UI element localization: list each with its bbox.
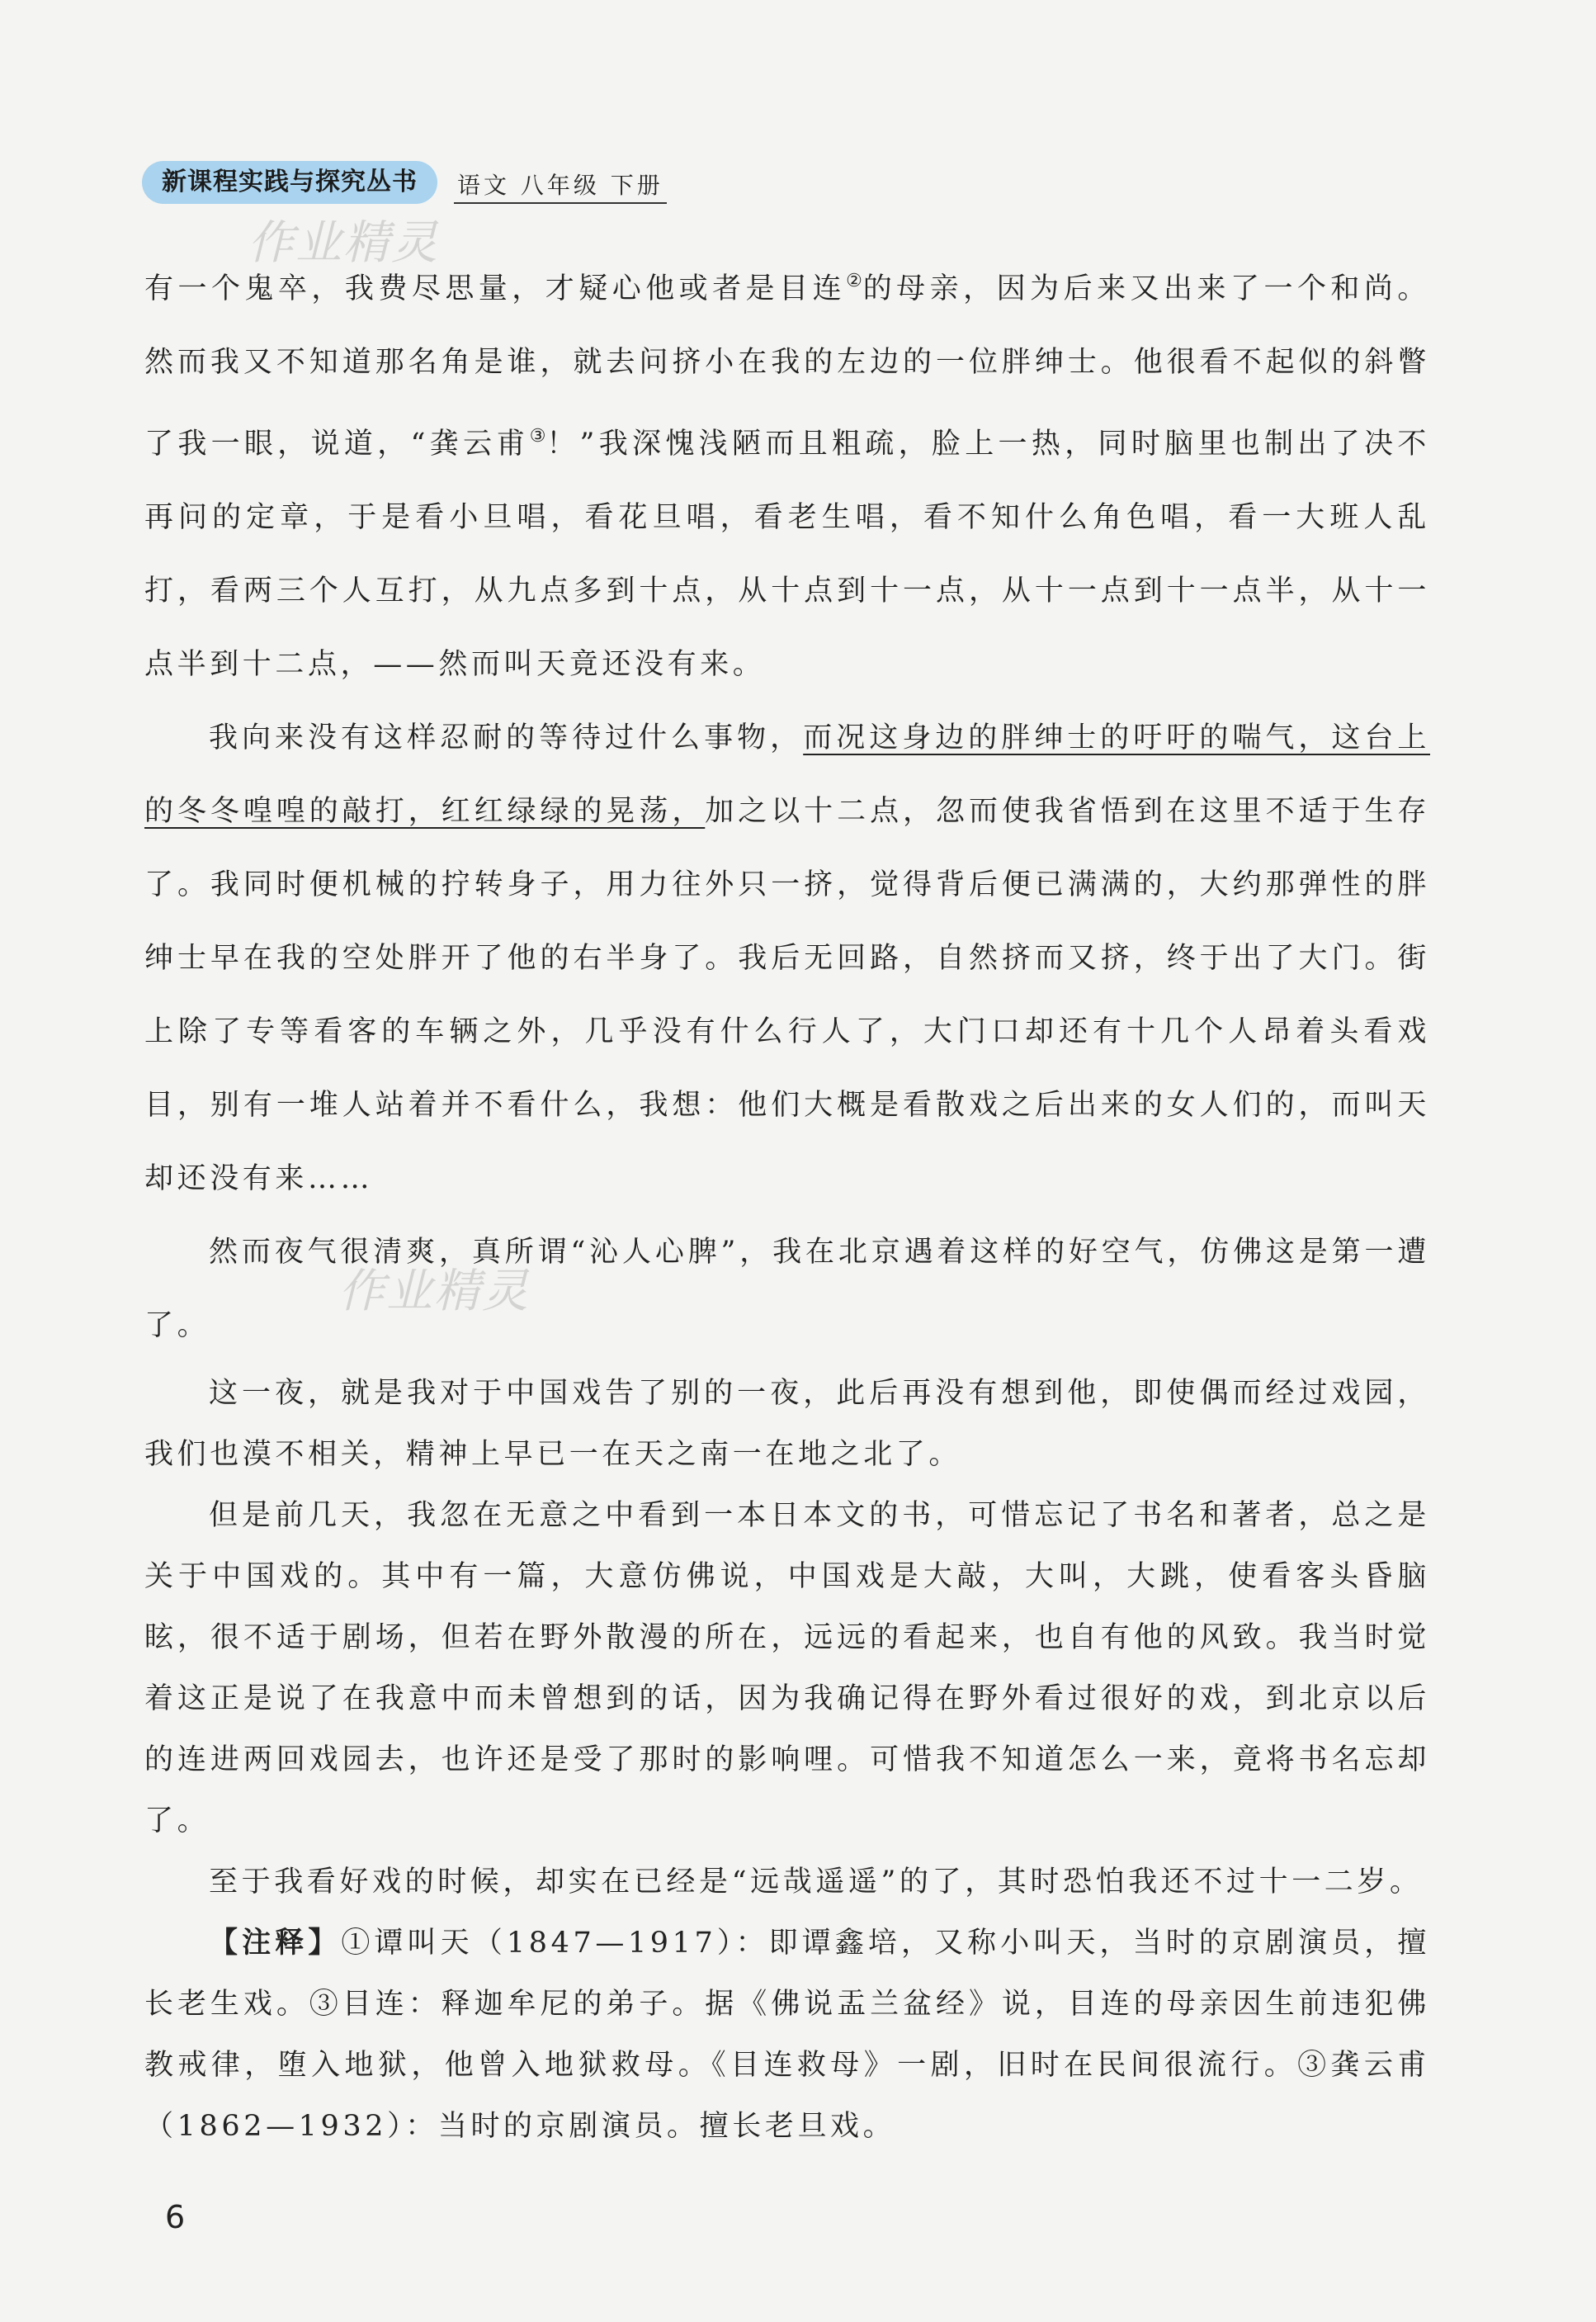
notes-paragraph: [144, 1913, 1430, 2157]
body-text: [144, 244, 1430, 2157]
page-header: [142, 159, 667, 206]
annotations: [144, 1913, 1430, 2157]
paragraph: 我向来没有这样忍耐的等待过什么事物，而况这身边的胖绅士的吁吁的喘气，这台上的冬冬喤喤的敲打，红红绿绿的晃荡，加之以十二点，忽而使我省悟到在这里不适于生存了。我同时便机械的拧转身子，用力往外只一挤，觉得背后便已满满的，大约那弹性的胖绅士早在我的空处胖开了他的右半身了。我后无回路，自然挤而又挤，终于出了大门。街上除了专等看客的车辆之外，几乎没有什么行人了，大门口却还有十几个人昂着头看戏目，别有一堆人站着并不看什么，我想：他们大概是看散戏之后出来的女人们的，而叫天却还没有来……: [144, 721, 1431, 1195]
footnote-marker: ②: [846, 271, 863, 291]
underlined-sentence: 而况这身边的胖绅士的吁吁的喘气，这台上的冬冬喤喤的敲打，红红绿绿的晃荡，: [144, 721, 1430, 828]
notes-text: ①谭叫天（1847—1917）：即谭鑫培，又称小叫天，当时的京剧演员，擅长老生戏。③目连：释迦牟尼的弟子。据《佛说盂兰盆经》说，目连的母亲因生前违犯佛教戒律，堕入地狱，他曾入地狱救母。《目连救母》一剧，旧时在民间很流行。③龚云甫（1862—1932）：当时的京剧演员。擅长老旦戏。: [144, 1927, 1431, 2143]
watermark: 作业精灵: [338, 1265, 530, 1318]
section-compact: [144, 1363, 1430, 1913]
page-number: 6: [165, 2199, 186, 2235]
paragraph: 然而夜气很清爽，真所谓“沁人心脾”，我在北京遇着这样的好空气，仿佛这是第一遭了。: [144, 1236, 1430, 1342]
notes-label: 【注释】: [209, 1927, 342, 1960]
paragraph: 有一个鬼卒，我费尽思量，才疑心他或者是目连②的母亲，因为后来又出来了一个和尚。然而我又不知道那名角是谁，就去问挤小在我的左边的一位胖绅士。他很看不起似的斜瞥了我一眼，说道，“龚云甫③！”我深愧浅陋而且粗疏，脸上一热，同时脑里也制出了决不再问的定章，于是看小旦唱，看花旦唱，看老生唱，看不知什么角色唱，看一大班人乱打，看两三个人互打，从九点多到十点，从十点到十一点，从十一点到十一点半，从十一点半到十二点，——然而叫天竟还没有来。: [144, 271, 1430, 681]
watermark: 作业精灵: [248, 216, 439, 270]
section-dense: [144, 244, 1430, 1363]
subject-grade: 语文 八年级 下册: [454, 168, 667, 204]
paragraph: 至于我看好戏的时候，却实在已经是“远哉遥遥”的了，其时恐怕我还不过十一二岁。: [209, 1866, 1423, 1899]
footnote-marker: ③: [529, 426, 547, 447]
paragraph: 这一夜，就是我对于中国戏告了别的一夜，此后再没有想到他，即使偶而经过戏园，我们也漠不相关，精神上早已一在天之南一在地之北了。: [144, 1377, 1430, 1471]
series-title: 新课程实践与探究丛书: [142, 161, 437, 204]
paragraph: 但是前几天，我忽在无意之中看到一本日本文的书，可惜忘记了书名和著者，总之是关于中国戏的。其中有一篇，大意仿佛说，中国戏是大敲，大叫，大跳，使看客头昏脑眩，很不适于剧场，但若在野外散漫的所在，远远的看起来，也自有他的风致。我当时觉着这正是说了在我意中而未曾想到的话，因为我确记得在野外看过很好的戏，到北京以后的连进两回戏园去，也许还是受了那时的影响哩。可惜我不知道怎么一来，竟将书名忘却了。: [144, 1499, 1430, 1837]
